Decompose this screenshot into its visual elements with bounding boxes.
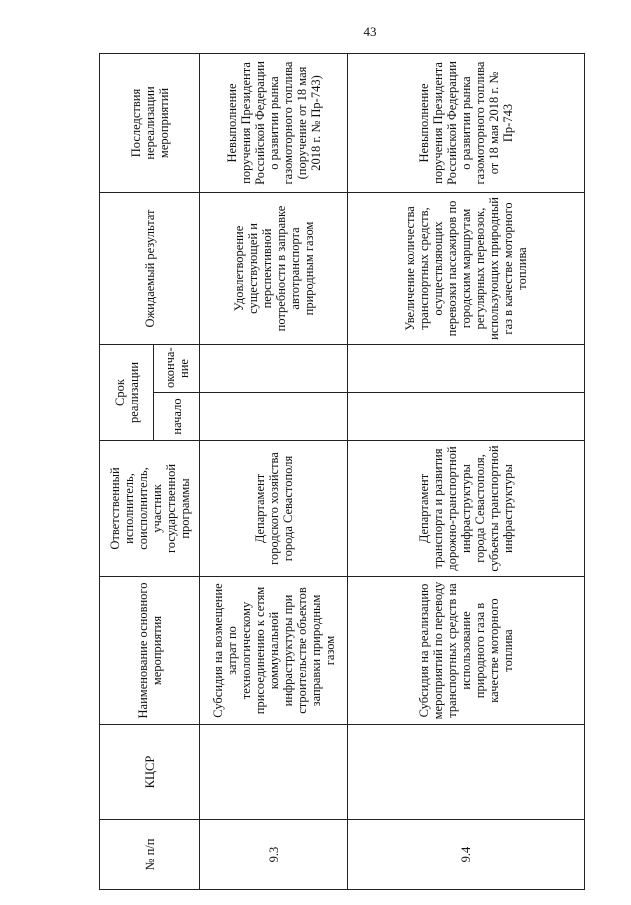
row-kcsr (348, 725, 585, 820)
row-num: 9.3 (200, 820, 348, 890)
header-name: Наименование основного мероприятия (100, 577, 200, 725)
row-name: Субсидия на возмещение затрат по технологическому присоединению к сетям коммунальной инфраструктуры при строительстве объектов заправки природным газом (200, 577, 348, 725)
header-kcsr: КЦСР (100, 725, 200, 820)
page-number: 43 (363, 24, 377, 39)
row-result: Увеличение количества транспортных средств, осуществляющих перевозки пассажиров по городским маршрутам регулярных перевозок, использующих природный газ в качестве моторного топлива (348, 192, 585, 344)
header-consequences: Последствия нереализации мероприятий (100, 53, 200, 192)
row-end (348, 344, 585, 392)
row-num: 9.4 (348, 820, 585, 890)
row-consequences: Невыполнение поручения Президента Российской Федерации о развитии рынка газомоторного топлива (поручение от 18 мая 2018 г. № Пр-743) (200, 53, 348, 192)
row-kcsr (200, 725, 348, 820)
header-num: № п/п (100, 820, 200, 890)
row-name: Субсидия на реализацию мероприятий по переводу транспортных средств на использование природного газа в качестве моторного топлива (348, 577, 585, 725)
header-term: Срок реализации (100, 344, 154, 440)
measures-table-container (99, 54, 585, 890)
row-result: Удовлетворение существующей и перспективной потребности в заправке автотранспорта природным газом (200, 192, 348, 344)
row-end (200, 344, 348, 392)
header-executor: Ответственный исполнитель, соисполнитель, участник государственной программы (100, 441, 200, 577)
row-start (200, 393, 348, 441)
table-row (348, 53, 585, 889)
row-consequences: Невыполнение поручения Президента Российской Федерации о развитии рынка газомоторного топлива от 18 мая 2018 г. № Пр-743 (348, 53, 585, 192)
table-row (200, 53, 348, 889)
measures-table (99, 53, 585, 890)
row-start (348, 393, 585, 441)
header-start: начало (154, 393, 200, 441)
header-result: Ожидаемый результат (100, 192, 200, 344)
row-executor: Департамент городского хозяйства города Севастополя (200, 441, 348, 577)
row-executor: Департамент транспорта и развития дорожно-транспортной инфраструктуры города Севастополя, субъекты транспортной инфраструктуры (348, 441, 585, 577)
header-end: оконча-ние (154, 344, 200, 392)
